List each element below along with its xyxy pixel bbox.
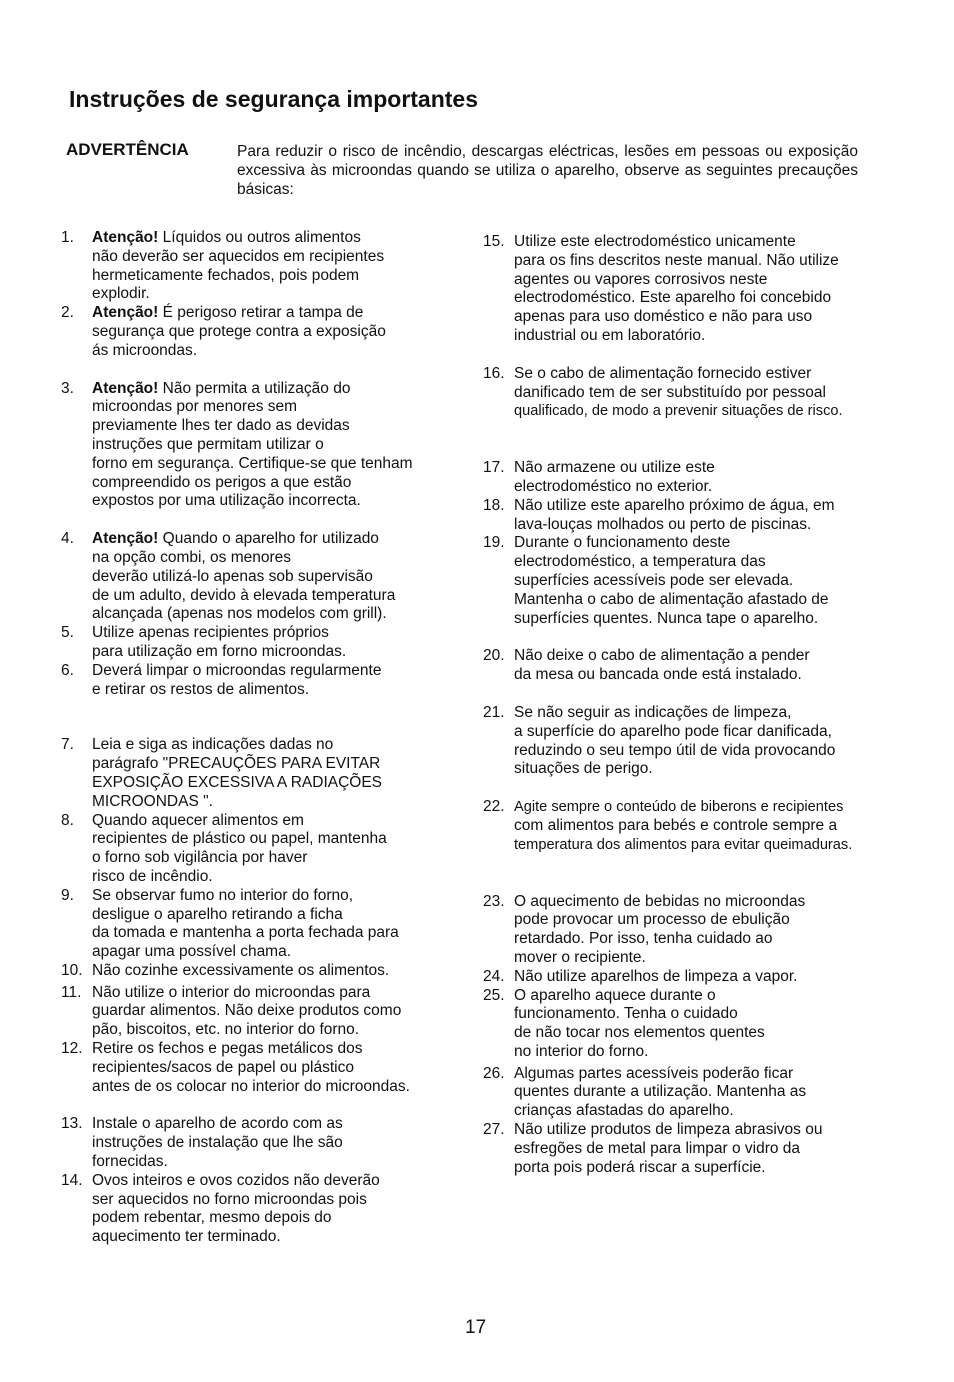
- list-item: [61, 304, 471, 360]
- item-line: recipientes/sacos de papel ou plástico: [92, 1058, 354, 1076]
- item-line: fornecidas.: [92, 1153, 168, 1171]
- item-number: 15.: [483, 233, 505, 250]
- item-line: Mantenha o cabo de alimentação afastado de: [514, 590, 829, 608]
- item-line: O aquecimento de bebidas no microondas: [514, 892, 806, 910]
- item-line: microondas por menores sem: [92, 398, 298, 416]
- item-line: Não utilize produtos de limpeza abrasivos ou: [514, 1121, 823, 1139]
- item-line: pão, biscoitos, etc. no interior do forno.: [92, 1021, 360, 1039]
- item-line: esfregões de metal para limpar o vidro da: [514, 1139, 801, 1157]
- item-line: antes de os colocar no interior do microondas.: [92, 1077, 410, 1095]
- item-number: 10.: [61, 961, 83, 979]
- item-line: apagar uma possível chama.: [92, 943, 292, 961]
- item-line: apenas para uso doméstico e não para uso: [514, 308, 813, 326]
- attention-label: Atenção!: [92, 229, 159, 246]
- item-line: ás microondas.: [92, 341, 198, 359]
- item-line: Quando aquecer alimentos em: [92, 811, 304, 829]
- item-line: para os fins descritos neste manual. Não utilize: [514, 251, 839, 269]
- item-line: retardado. Por isso, tenha cuidado ao: [514, 930, 773, 948]
- item-line: Utilize apenas recipientes próprios: [92, 624, 329, 642]
- item-line: crianças afastadas do aparelho.: [514, 1102, 734, 1120]
- list-item: [61, 962, 471, 981]
- item-number: 16.: [483, 364, 505, 382]
- item-line: e retirar os restos de alimentos.: [92, 680, 310, 698]
- right-column: [483, 233, 913, 1177]
- item-number: 9.: [61, 886, 74, 904]
- item-text: Líquidos ou outros alimentos: [162, 229, 361, 246]
- item-line: Utilize este electrodoméstico unicamente: [514, 233, 796, 250]
- item-line: hermeticamente fechados, pois podem: [92, 266, 360, 284]
- item-line: superfícies quentes. Nunca tape o aparelho.: [514, 609, 819, 627]
- item-line: segurança que protege contra a exposição: [92, 322, 386, 340]
- item-line: Retire os fechos e pegas metálicos dos: [92, 1040, 363, 1058]
- item-line: electrodoméstico, a temperatura das: [514, 553, 766, 571]
- item-line: qualificado, de modo a prevenir situações de risco.: [514, 403, 843, 420]
- item-line: situações de perigo.: [514, 760, 653, 778]
- item-line: pode provocar um processo de ebulição: [514, 911, 790, 929]
- warning-text: Para reduzir o risco de incêndio, descargas eléctricas, lesões em pessoas ou exposição excessiva às microondas quando se utiliza o aparelho, observe as seguintes precauções básicas:: [237, 143, 858, 198]
- item-line: temperatura dos alimentos para evitar queimaduras.: [514, 836, 853, 853]
- item-number: 6.: [61, 661, 74, 679]
- list-item: [483, 893, 913, 968]
- item-line: Não cozinhe excessivamente os alimentos.: [92, 961, 390, 979]
- item-number: 25.: [483, 986, 505, 1004]
- item-line: no interior do forno.: [514, 1042, 649, 1060]
- item-number: 5.: [61, 624, 74, 642]
- item-line: da tomada e mantenha a porta fechada para: [92, 924, 399, 942]
- item-line: previamente lhes ter dado as devidas: [92, 417, 350, 435]
- item-number: 17.: [483, 459, 505, 477]
- list-item: [61, 624, 471, 662]
- item-line: explodir.: [92, 285, 150, 303]
- item-line: parágrafo "PRECAUÇÕES PARA EVITAR: [92, 755, 381, 773]
- item-line: da mesa ou bancada onde está instalado.: [514, 666, 802, 684]
- list-item: [61, 530, 471, 624]
- item-text: Não permita a utilização do: [162, 379, 351, 397]
- item-line: Não utilize aparelhos de limpeza a vapor.: [514, 967, 798, 985]
- item-number: 18.: [483, 496, 505, 514]
- list-item: [483, 987, 913, 1062]
- item-number: 7.: [61, 736, 74, 754]
- item-number: 8.: [61, 811, 74, 829]
- item-line: lava-louças molhados ou perto de piscinas.: [514, 515, 812, 533]
- list-item: [483, 497, 913, 535]
- item-number: 4.: [61, 530, 74, 548]
- list-item: [483, 647, 913, 685]
- item-line: forno em segurança. Certifique-se que tenham: [92, 454, 413, 472]
- list-item: [483, 1065, 913, 1121]
- item-line: Não utilize o interior do microondas para: [92, 983, 371, 1001]
- item-line: electrodoméstico. Este aparelho foi concebido: [514, 289, 832, 307]
- item-line: aquecimento ter terminado.: [92, 1228, 281, 1246]
- item-line: Se não seguir as indicações de limpeza,: [514, 703, 792, 721]
- item-line: Instale o aparelho de acordo com as: [92, 1115, 343, 1133]
- list-item: [483, 459, 913, 497]
- list-item: [61, 662, 471, 700]
- list-item: [61, 812, 471, 887]
- list-item: [483, 534, 913, 628]
- item-line: quentes durante a utilização. Mantenha as: [514, 1083, 807, 1101]
- list-item: [483, 365, 913, 421]
- item-line: superfícies acessíveis pode ser elevada.: [514, 571, 794, 589]
- item-line: [92, 229, 471, 248]
- item-line: risco de incêndio.: [92, 867, 213, 885]
- item-number: 23.: [483, 892, 505, 910]
- item-line: guardar alimentos. Não deixe produtos como: [92, 1002, 402, 1020]
- list-item: [61, 1115, 471, 1171]
- item-number: 24.: [483, 967, 505, 985]
- item-line: mover o recipiente.: [514, 948, 646, 966]
- item-number: 21.: [483, 703, 505, 721]
- list-item: [483, 798, 913, 854]
- item-line: recipientes de plástico ou papel, mantenha: [92, 830, 387, 848]
- item-line: alcançada (apenas nos modelos com grill).: [92, 605, 387, 623]
- item-line: Deverá limpar o microondas regularmente: [92, 661, 382, 679]
- item-number: 12.: [61, 1040, 83, 1058]
- item-line: Ovos inteiros e ovos cozidos não deverão: [92, 1171, 380, 1189]
- item-line: Não deixe o cabo de alimentação a pender: [514, 647, 810, 665]
- list-item: [483, 968, 913, 987]
- item-line: Não armazene ou utilize este: [514, 459, 715, 477]
- item-number: 19.: [483, 534, 505, 552]
- item-line: o forno sob vigilância por haver: [92, 849, 308, 867]
- item-number: 11.: [61, 983, 82, 1001]
- item-line: deverão utilizá-lo apenas sob supervisão: [92, 567, 373, 585]
- item-line: podem rebentar, mesmo depois do: [92, 1209, 332, 1227]
- left-column: [61, 229, 471, 1247]
- list-item: [61, 1172, 471, 1247]
- item-line: Agite sempre o conteúdo de biberons e recipientes: [514, 799, 844, 816]
- item-line: para utilização em forno microondas.: [92, 642, 347, 660]
- item-line: [92, 380, 471, 399]
- item-line: MICROONDAS ".: [92, 792, 213, 810]
- item-line: EXPOSIÇÃO EXCESSIVA A RADIAÇÕES: [92, 773, 383, 791]
- list-item: [61, 887, 471, 962]
- item-line: reduzindo o seu tempo útil de vida provocando: [514, 741, 836, 759]
- list-item: [61, 984, 471, 1040]
- item-number: 26.: [483, 1064, 505, 1082]
- list-item: [61, 380, 471, 512]
- item-line: a superfície do aparelho pode ficar danificada,: [514, 722, 832, 740]
- item-number: 22.: [483, 798, 505, 816]
- item-line: expostos por uma utilização incorrecta.: [92, 492, 361, 510]
- item-line: de um adulto, devido à elevada temperatura: [92, 586, 396, 604]
- item-line: ser aquecidos no forno microondas pois: [92, 1190, 367, 1208]
- item-line: com alimentos para bebés e controle sempre a: [514, 816, 838, 834]
- item-line: Se o cabo de alimentação fornecido estiver: [514, 364, 812, 382]
- list-item: [61, 229, 471, 304]
- item-line: Leia e siga as indicações dadas no: [92, 736, 334, 754]
- item-number: 27.: [483, 1121, 505, 1139]
- item-line: O aparelho aquece durante o: [514, 986, 716, 1004]
- item-line: na opção combi, os menores: [92, 548, 292, 566]
- item-line: danificado tem de ser substituído por pessoal: [514, 383, 826, 401]
- attention-label: Atenção!: [92, 530, 159, 548]
- item-line: funcionamento. Tenha o cuidado: [514, 1005, 738, 1023]
- item-line: Durante o funcionamento deste: [514, 534, 731, 552]
- item-number: 2.: [61, 304, 74, 322]
- page-title: Instruções de segurança importantes: [69, 86, 479, 112]
- item-number: 3.: [61, 379, 74, 397]
- item-line: Algumas partes acessíveis poderão ficar: [514, 1064, 794, 1082]
- list-item: [483, 233, 913, 346]
- item-line: não deverão ser aquecidos em recipientes: [92, 247, 385, 265]
- attention-label: Atenção!: [92, 379, 159, 397]
- item-line: industrial ou em laboratório.: [514, 326, 706, 344]
- item-number: 13.: [61, 1115, 83, 1133]
- item-text: Quando o aparelho for utilizado: [162, 530, 379, 548]
- item-number: 1.: [61, 229, 74, 246]
- page-number: 17: [465, 1317, 487, 1338]
- list-item: [483, 704, 913, 779]
- item-line: de não tocar nos elementos quentes: [514, 1024, 765, 1042]
- item-number: 14.: [61, 1171, 83, 1189]
- item-line: agentes ou vapores corrosivos neste: [514, 270, 768, 288]
- list-item: [61, 736, 471, 811]
- item-text: É perigoso retirar a tampa de: [162, 304, 364, 322]
- item-line: compreendido os perigos a que estão: [92, 473, 352, 491]
- item-line: porta pois poderá riscar a superfície.: [514, 1158, 766, 1176]
- item-number: 20.: [483, 647, 505, 665]
- item-line: Não utilize este aparelho próximo de água, em: [514, 496, 835, 514]
- item-line: desligue o aparelho retirando a ficha: [92, 905, 343, 923]
- item-line: electrodoméstico no exterior.: [514, 477, 713, 495]
- attention-label: Atenção!: [92, 304, 159, 322]
- warning-label: ADVERTÊNCIA: [66, 140, 189, 159]
- item-line: instruções que permitam utilizar o: [92, 435, 324, 453]
- item-line: [92, 530, 471, 549]
- item-line: Se observar fumo no interior do forno,: [92, 886, 354, 904]
- item-line: instruções de instalação que lhe são: [92, 1134, 343, 1152]
- list-item: [483, 1121, 913, 1177]
- item-line: [92, 304, 471, 323]
- list-item: [61, 1040, 471, 1096]
